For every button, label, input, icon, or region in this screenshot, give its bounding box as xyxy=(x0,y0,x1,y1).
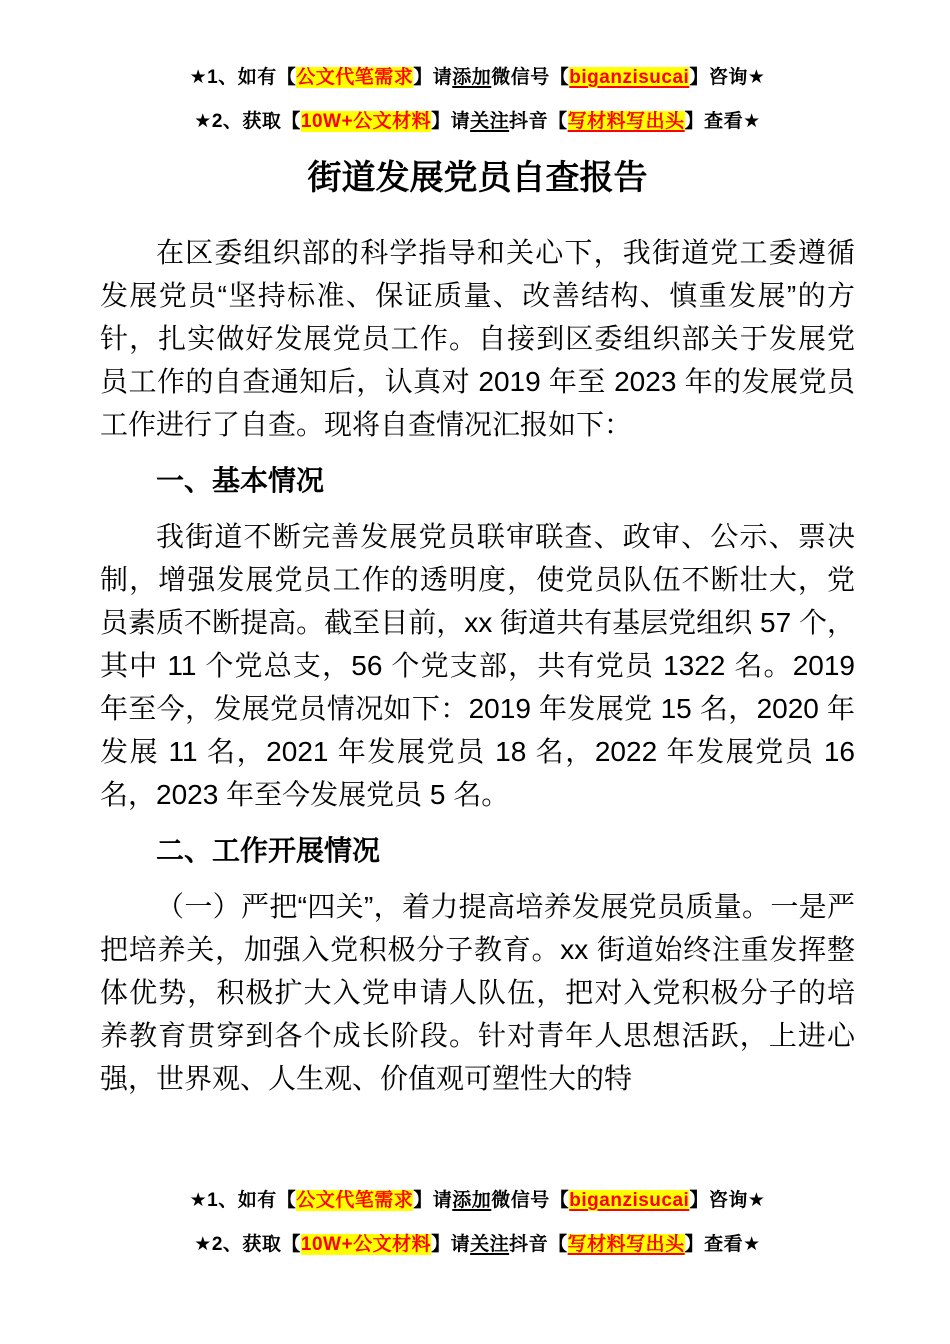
document-body xyxy=(100,231,855,1100)
header-promo1-wechat-label: 微信号【 xyxy=(491,67,570,88)
intro-paragraph: 在区委组织部的科学指导和关心下，我街道党工委遵循发展党员“坚持标准、保证质量、改善结构、慎重发展”的方针，扎实做好发展党员工作。自接到区委组织部关于发展党员工作的自查通知后，认真对 2019 年至 2023 年的发展党员工作进行了自查。现将自查情况汇报如下： xyxy=(100,237,855,440)
footer-promo1-underline-add: 添加 xyxy=(452,1190,492,1211)
header-promo-notice xyxy=(100,56,855,144)
footer-promo2-douyin-id: 写材料写出头 xyxy=(567,1234,685,1255)
footer-promo2-underline-follow: 关注 xyxy=(470,1234,510,1255)
header-promo1-highlight-service: 公文代笔需求 xyxy=(296,67,414,88)
footer-promo2-douyin-label: 抖音【 xyxy=(509,1234,568,1255)
footer-promo1-wechat-label: 微信号【 xyxy=(491,1190,570,1211)
footer-promo2-highlight-materials: 10W+公文材料 xyxy=(300,1234,432,1255)
section-heading-2: 二、工作开展情况 xyxy=(156,835,381,866)
footer-promo2-bracket-qing: 】请 xyxy=(431,1234,471,1255)
header-promo1-underline-add: 添加 xyxy=(452,67,492,88)
document-title: 街道发展党员自查报告 xyxy=(307,159,648,197)
footer-promo2-suffix: 】查看★ xyxy=(684,1234,761,1255)
work-progress-paragraph: （一）严把“四关”，着力提高培养发展党员质量。一是严把培养关，加强入党积极分子教育。xx 街道始终注重发挥整体优势，积极扩大入党申请人队伍，把对入党积极分子的培养教育贯穿到各个成长阶段。针对青年人思想活跃，上进心强，世界观、人生观、价值观可塑性大的特 xyxy=(100,891,855,1094)
footer-promo1-highlight-service: 公文代笔需求 xyxy=(296,1190,414,1211)
basic-situation-paragraph: 我街道不断完善发展党员联审联查、政审、公示、票决制，增强发展党员工作的透明度，使党员队伍不断壮大，党员素质不断提高。截至目前，xx 街道共有基层党组织 57 个，其中 11 个党总支，56 个党支部，共有党员 1322 名。2019 年至今，发展党员情况如下：2019 年发展党 15 名，2020 年发展 11 名，2021 年发展党员 18 名，2022 年发展党员 16 名，2023 年至今发展党员 5 名。 xyxy=(100,521,855,810)
header-promo1-bracket-qing: 】请 xyxy=(413,67,453,88)
footer-promo1-wechat-id: biganzisucai xyxy=(569,1190,690,1211)
footer-promo-line-1 xyxy=(100,1179,855,1223)
header-promo2-prefix: ★2、获取【 xyxy=(194,111,301,132)
footer-promo1-bracket-qing: 】请 xyxy=(413,1190,453,1211)
header-promo2-underline-follow: 关注 xyxy=(470,111,510,132)
header-promo2-bracket-qing: 】请 xyxy=(431,111,471,132)
header-promo2-douyin-id: 写材料写出头 xyxy=(567,111,685,132)
header-promo-line-2 xyxy=(100,100,855,144)
header-promo1-wechat-id: biganzisucai xyxy=(569,67,690,88)
header-promo1-prefix: ★1、如有【 xyxy=(189,67,297,88)
header-promo2-suffix: 】查看★ xyxy=(684,111,761,132)
header-promo1-suffix: 】咨询★ xyxy=(689,67,766,88)
footer-promo-notice xyxy=(0,1179,950,1267)
header-promo-line-1 xyxy=(100,56,855,100)
footer-promo1-prefix: ★1、如有【 xyxy=(189,1190,297,1211)
footer-promo1-suffix: 】咨询★ xyxy=(689,1190,766,1211)
header-promo2-douyin-label: 抖音【 xyxy=(509,111,568,132)
footer-promo2-prefix: ★2、获取【 xyxy=(194,1234,301,1255)
header-promo2-highlight-materials: 10W+公文材料 xyxy=(300,111,432,132)
section-heading-1: 一、基本情况 xyxy=(156,465,325,496)
footer-promo-line-2 xyxy=(100,1223,855,1267)
